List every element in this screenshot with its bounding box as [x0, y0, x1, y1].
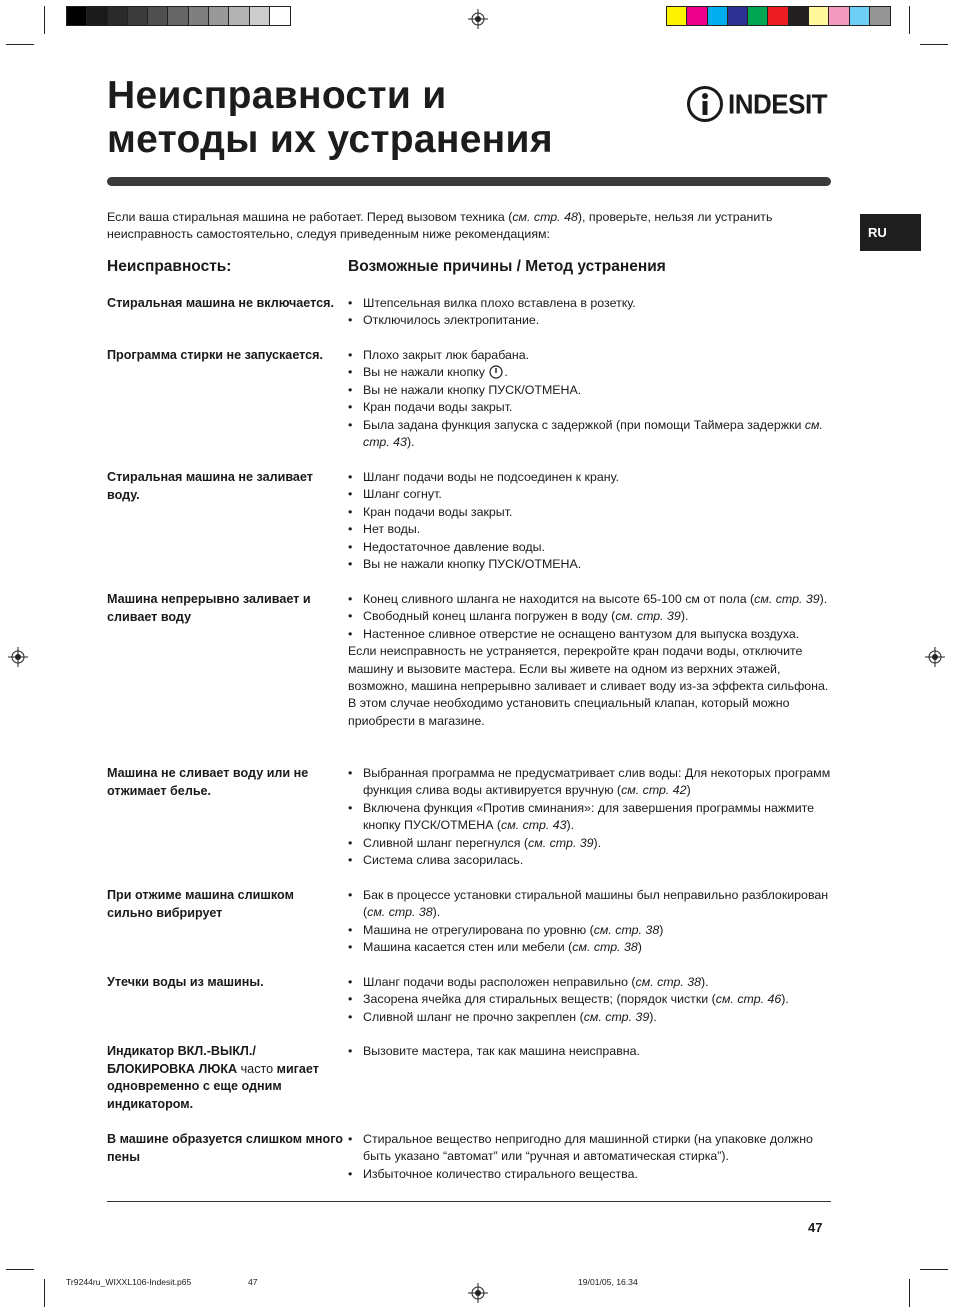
power-button-icon [489, 365, 503, 379]
color-swatch [229, 7, 249, 25]
indesit-logo [686, 84, 832, 124]
list-item: • Система слива засорилась. [348, 852, 835, 869]
color-swatch [809, 7, 829, 25]
causes-list [348, 765, 835, 869]
list-item: • Шланг согнут. [348, 486, 835, 503]
list-item: • Включена функция «Против сминания»: для завершения программы нажмите кнопку ПУСК/ОТМЕНА (см. стр. 43). [348, 800, 835, 835]
list-item: • Отключилось электропитание. [348, 312, 835, 329]
color-swatch [67, 7, 87, 25]
title-line-1: Неисправности и [107, 74, 447, 117]
process-color-bar [666, 6, 891, 26]
language-tab: RU [860, 214, 921, 251]
title-divider [107, 177, 831, 186]
list-item: • Машина касается стен или мебели (см. стр. 38) [348, 939, 835, 956]
list-item: • Вы не нажали кнопку . [348, 364, 835, 381]
crop-mark [909, 6, 910, 34]
color-swatch [108, 7, 128, 25]
intro-text: Если ваша стиральная машина не работает. Перед вызовом техника (см. стр. 48), проверьте, нельзя ли устранить неисправность самостоятельно, следуя приведенным ниже рекомендациям: [107, 210, 773, 241]
color-swatch [87, 7, 107, 25]
color-swatch [687, 7, 707, 25]
list-item: • Сливной шланг не прочно закреплен (см. стр. 39). [348, 1009, 835, 1026]
causes-list [348, 1043, 835, 1060]
causes-list [348, 887, 835, 957]
color-swatch [148, 7, 168, 25]
list-item: • Вы не нажали кнопку ПУСК/ОТМЕНА. [348, 556, 835, 573]
list-item: • Шланг подачи воды расположен неправильно (см. стр. 38). [348, 974, 835, 991]
list-item: • Шланг подачи воды не подсоединен к крану. [348, 469, 835, 486]
list-item: • Избыточное количество стирального вещества. [348, 1166, 835, 1183]
color-swatch [209, 7, 229, 25]
footer-date: 19/01/05, 16.34 [578, 1277, 638, 1287]
page-title [107, 74, 667, 162]
color-swatch [789, 7, 809, 25]
list-item: • Кран подачи воды закрыт. [348, 504, 835, 521]
registration-mark-icon [8, 647, 28, 667]
page-number: 47 [808, 1220, 823, 1235]
crop-mark [44, 1279, 45, 1307]
crop-mark [6, 1269, 34, 1270]
list-item: • Свободный конец шланга погружен в воду (см. стр. 39). [348, 608, 835, 625]
causes-list [348, 347, 835, 451]
color-swatch [708, 7, 728, 25]
list-item: • Выбранная программа не предусматривает слив воды: Для некоторых программ функция слива воды активируется вручную (см. стр. 42) [348, 765, 835, 800]
problem-text: Стиральная машина не включается. [107, 296, 334, 310]
list-item: • Машина не отрегулирована по уровню (см. стр. 38) [348, 922, 835, 939]
color-swatch [189, 7, 209, 25]
color-swatch [270, 7, 290, 25]
causes-list [348, 591, 835, 730]
list-item: • Вызовите мастера, так как машина неисправна. [348, 1043, 835, 1060]
crop-mark [909, 1279, 910, 1307]
color-swatch [128, 7, 148, 25]
list-item: • Недостаточное давление воды. [348, 539, 835, 556]
problem-text: Машина не сливает воду или не отжимает белье. [107, 766, 309, 798]
crop-mark [920, 44, 948, 45]
color-swatch [667, 7, 687, 25]
causes-column-header: Возможные причины / Метод устранения [348, 258, 666, 275]
footer-filename: Tr9244ru_WIXXL106-Indesit.p65 [66, 1277, 192, 1287]
advice-paragraph: Если неисправность не устраняется, перекройте кран подачи воды, отключите машину и вызовите мастера. Если вы живете на одном из верхних этажей, возможно, машина непрерывно заливает и сливает воду из-за эффекта сильфона. В этом случае необходимо установить специальный клапан, который можно приобрести в магазине. [348, 644, 829, 728]
list-item: • Настенное сливное отверстие не оснащено вантузом для выпуска воздуха. [348, 626, 835, 643]
problem-column-header: Неисправность: [107, 258, 232, 275]
color-swatch [829, 7, 849, 25]
list-item: • Кран подачи воды закрыт. [348, 399, 835, 416]
list-item: • Плохо закрыт люк барабана. [348, 347, 835, 364]
causes-list [348, 1131, 835, 1183]
problem-text: Утечки воды из машины. [107, 975, 264, 989]
color-swatch [850, 7, 870, 25]
causes-list [348, 469, 835, 573]
problem-text: В машине образуется слишком много пены [107, 1132, 344, 1164]
footer-page: 47 [248, 1277, 258, 1287]
color-swatch [870, 7, 890, 25]
color-swatch [250, 7, 270, 25]
color-swatch [168, 7, 188, 25]
title-line-2: методы их устранения [107, 118, 553, 161]
problem-text: Программа стирки не запускается. [107, 348, 324, 362]
list-item: • Засорена ячейка для стиральных веществ; (порядок чистки (см. стр. 46). [348, 991, 835, 1008]
registration-mark-icon [468, 9, 488, 29]
crop-mark [44, 6, 45, 34]
list-item: • Вы не нажали кнопку ПУСК/ОТМЕНА. [348, 382, 835, 399]
registration-mark-icon [925, 647, 945, 667]
list-item: • Стиральное вещество непригодно для машинной стирки (на упаковке должно быть указано “автомат” или “ручная и автоматическая стирка”). [348, 1131, 835, 1166]
problem-text: Стиральная машина не заливает воду. [107, 470, 313, 502]
problem-text: Индикатор ВКЛ.-ВЫКЛ./ БЛОКИРОВКА ЛЮКА часто мигает одновременно с еще одним индикатором. [107, 1044, 319, 1111]
bottom-divider [107, 1201, 831, 1202]
causes-list [348, 295, 835, 330]
problem-text: Машина непрерывно заливает и сливает воду [107, 592, 311, 624]
color-swatch [728, 7, 748, 25]
indesit-logo-icon [686, 85, 724, 123]
list-item: • Нет воды. [348, 521, 835, 538]
problem-text: При отжиме машина слишком сильно вибрирует [107, 888, 294, 920]
list-item: • Сливной шланг перегнулся (см. стр. 39). [348, 835, 835, 852]
registration-mark-icon [468, 1283, 488, 1303]
list-item: • Была задана функция запуска с задержкой (при помощи Таймера задержки см. стр. 43). [348, 417, 835, 452]
list-item: • Штепсельная вилка плохо вставлена в розетку. [348, 295, 835, 312]
crop-mark [6, 44, 34, 45]
crop-mark [920, 1269, 948, 1270]
list-item: • Бак в процессе установки стиральной машины был неправильно разблокирован (см. стр. 38). [348, 887, 835, 922]
list-item: • Конец сливного шланга не находится на высоте 65-100 см от пола (см. стр. 39). [348, 591, 835, 608]
color-swatch [768, 7, 788, 25]
gray-color-bar [66, 6, 291, 26]
color-swatch [748, 7, 768, 25]
causes-list [348, 974, 835, 1026]
logo-wordmark: INDESIT [728, 87, 828, 120]
